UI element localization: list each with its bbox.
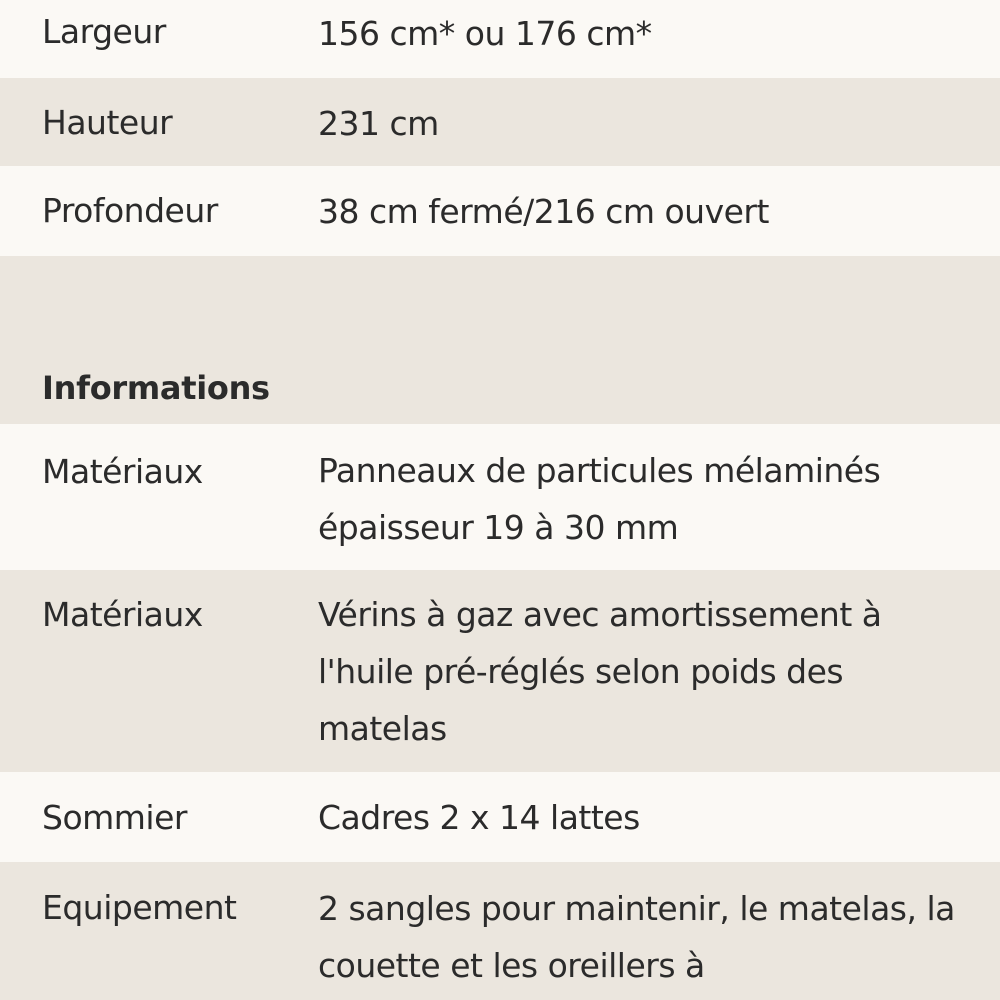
section-title: Informations — [42, 369, 270, 407]
row-value: 2 sangles pour maintenir, le matelas, la couette et les oreillers à — [318, 889, 955, 985]
row-label: Largeur — [42, 12, 166, 51]
row-value: 156 cm* ou 176 cm* — [318, 14, 652, 53]
row-value: 231 cm — [318, 104, 439, 143]
table-row-hauteur — [0, 78, 1000, 166]
table-row-sommier — [0, 772, 1000, 862]
row-value: Vérins à gaz avec amortissement à l'huile pré-réglés selon poids des matelas — [318, 595, 882, 748]
row-value: Panneaux de particules mélaminés épaisseur 19 à 30 mm — [318, 451, 881, 547]
table-row-profondeur — [0, 166, 1000, 256]
row-label: Equipement — [42, 888, 237, 927]
table-row-largeur — [0, 0, 1000, 78]
table-row-equipement — [0, 862, 1000, 1000]
table-row-materiaux-1 — [0, 424, 1000, 570]
table-row-materiaux-2 — [0, 570, 1000, 772]
row-label: Profondeur — [42, 191, 218, 230]
row-value: 38 cm fermé/216 cm ouvert — [318, 192, 769, 231]
row-value: Cadres 2 x 14 lattes — [318, 798, 640, 837]
row-label: Sommier — [42, 798, 187, 837]
row-label: Matériaux — [42, 452, 203, 491]
row-label: Hauteur — [42, 103, 173, 142]
row-label: Matériaux — [42, 595, 203, 634]
section-header-informations — [0, 256, 1000, 424]
